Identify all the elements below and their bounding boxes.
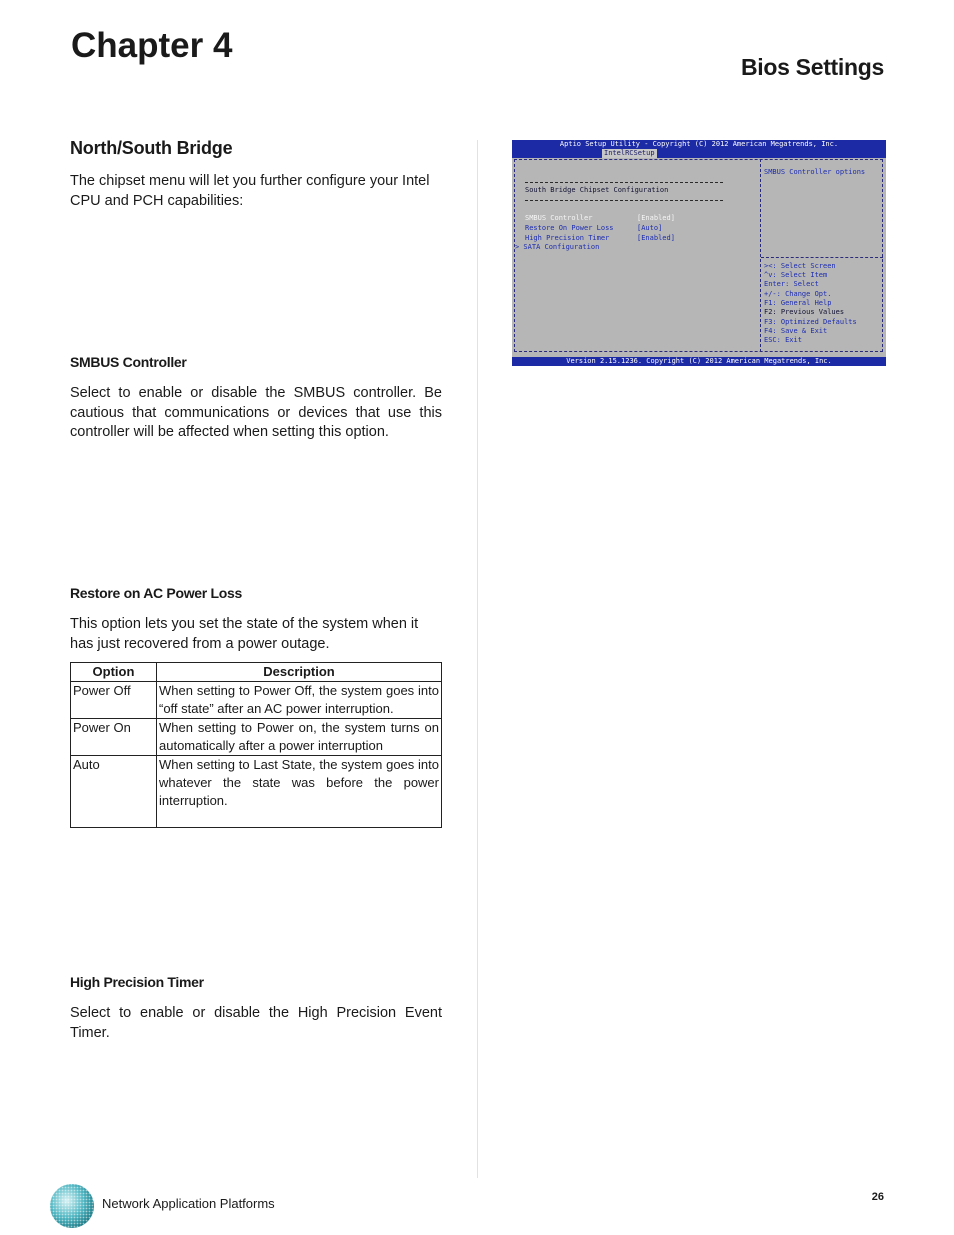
bios-separator — [525, 200, 723, 201]
table-header-row — [71, 663, 442, 682]
bios-key-help: ^v: Select Item — [764, 271, 828, 279]
bios-key-help: ESC: Exit — [764, 336, 802, 344]
bios-help-text: SMBUS Controller options — [764, 168, 866, 176]
bios-value-restore-on-power-loss[interactable]: [Auto] — [637, 224, 663, 232]
table-row — [71, 682, 442, 719]
smbus-paragraph: Select to enable or disable the SMBUS controller. Be cautious that communications or devices that use this controller will be affected when setting this option. — [70, 385, 442, 440]
bios-key-help: +/-: Change Opt. — [764, 290, 832, 298]
bios-title-bar — [512, 140, 886, 158]
bios-key-help: F4: Save & Exit — [764, 327, 828, 335]
bios-panel-divider — [760, 159, 761, 352]
bios-screenshot — [512, 140, 886, 366]
table-row — [71, 756, 442, 828]
footer-company: Network Application Platforms — [102, 1196, 275, 1211]
intro-paragraph: The chipset menu will let you further configure your Intel CPU and PCH capabilities: — [70, 173, 430, 209]
bios-item-restore-on-power-loss[interactable]: Restore On Power Loss — [525, 224, 614, 232]
bios-submenu-sata-configuration[interactable]: > SATA Configuration — [515, 243, 600, 251]
company-logo-icon — [49, 1183, 95, 1229]
bios-key-help: F1: General Help — [764, 299, 832, 307]
bios-tab-intelrcsetup[interactable]: IntelRCSetup — [604, 149, 655, 157]
column-divider — [477, 140, 478, 1178]
table-header-option: Option — [71, 663, 157, 682]
north-south-bridge-heading: North/South Bridge — [70, 138, 233, 158]
smbus-heading: SMBUS Controller — [70, 354, 187, 370]
bios-key-help: ><: Select Screen — [764, 262, 836, 270]
bios-item-smbus-controller[interactable]: SMBUS Controller — [525, 214, 593, 222]
section-header: Bios Settings — [740, 54, 884, 80]
bios-key-help: F2: Previous Values — [764, 308, 845, 316]
table-row — [71, 719, 442, 756]
restore-options-table — [70, 662, 442, 828]
bios-section-title: South Bridge Chipset Configuration — [525, 186, 669, 194]
bios-value-smbus-controller[interactable]: [Enabled] — [637, 214, 675, 222]
bios-title: Aptio Setup Utility - Copyright (C) 2012 American Megatrends, Inc. — [559, 140, 839, 148]
restore-paragraph: This option lets you set the state of the system when it has just recovered from a power outage. — [70, 616, 419, 652]
table-header-description: Description — [157, 663, 442, 682]
table-cell-description: When setting to Power on, the system turns on automatically after a power interruption — [157, 719, 442, 756]
bios-key-help: F3: Optimized Defaults — [764, 318, 857, 326]
bios-item-high-precision-timer[interactable]: High Precision Timer — [525, 234, 610, 242]
restore-heading: Restore on AC Power Loss — [70, 585, 242, 601]
table-cell-option: Auto — [71, 756, 157, 828]
table-cell-option: Power On — [71, 719, 157, 756]
bios-footer-bar — [512, 357, 886, 366]
bios-separator — [525, 182, 723, 183]
bios-value-high-precision-timer[interactable]: [Enabled] — [637, 234, 675, 242]
hpet-paragraph: Select to enable or disable the High Precision Event Timer. — [70, 1005, 442, 1041]
bios-footer-text: Version 2.15.1236. Copyright (C) 2012 American Megatrends, Inc. — [566, 357, 832, 365]
bios-help-divider — [761, 257, 883, 258]
chapter-title: Chapter 4 — [71, 26, 233, 65]
hpet-heading: High Precision Timer — [70, 974, 204, 990]
table-cell-description: When setting to Last State, the system goes into whatever the state was before the power interruption. — [157, 756, 442, 828]
table-cell-option: Power Off — [71, 682, 157, 719]
page-number: 26 — [871, 1191, 884, 1203]
table-cell-description: When setting to Power Off, the system goes into “off state” after an AC power interruption. — [157, 682, 442, 719]
bios-key-help: Enter: Select — [764, 280, 819, 288]
